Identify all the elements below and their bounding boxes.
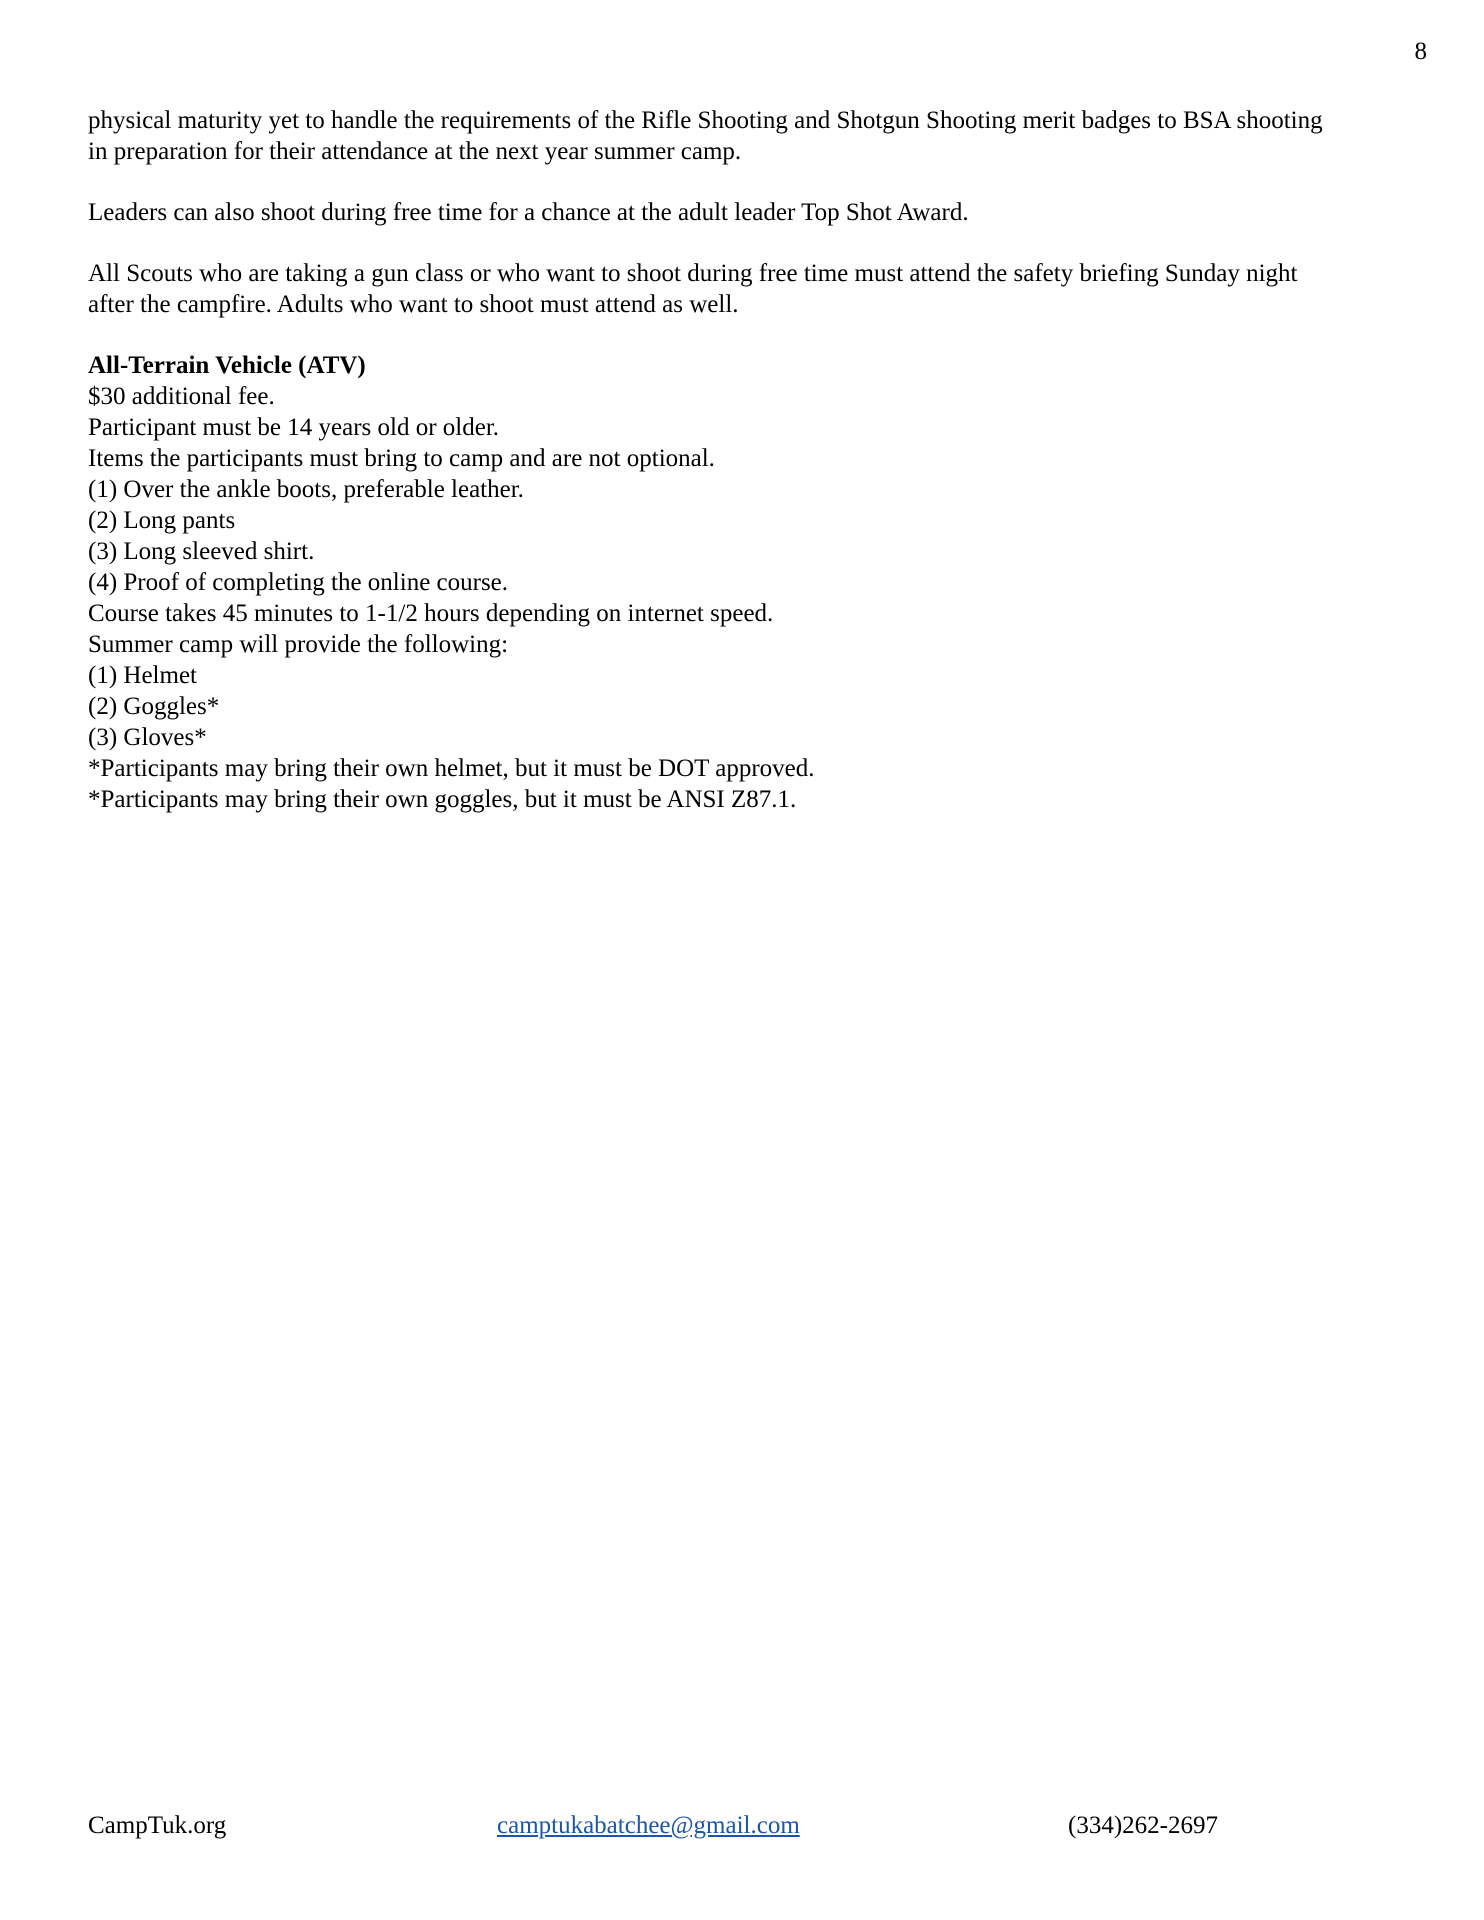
paragraph-leaders-top-shot: Leaders can also shoot during free time for a chance at the adult leader Top Shot Award. — [88, 199, 969, 226]
footer-email-link[interactable]: camptukabatchee@gmail.com — [497, 1812, 800, 1839]
atv-heading: All-Terrain Vehicle (ATV) — [88, 352, 366, 379]
atv-section — [88, 350, 1428, 815]
paragraph-shooting-maturity: physical maturity yet to handle the requirements of the Rifle Shooting and Shotgun Shooting merit badges to BSA shooting in preparation for their attendance at the next year summer camp. — [88, 107, 1323, 165]
footer-website: CampTuk.org — [88, 1812, 227, 1839]
atv-line: Course takes 45 minutes to 1-1/2 hours depending on internet speed. — [88, 600, 774, 627]
atv-line: (4) Proof of completing the online course. — [88, 569, 509, 596]
atv-line: (2) Long pants — [88, 507, 236, 534]
atv-line: (1) Helmet — [88, 662, 197, 689]
footer-phone: (334)262-2697 — [1068, 1812, 1218, 1839]
page-number: 8 — [1414, 38, 1427, 65]
document-body — [88, 105, 1428, 815]
atv-line: Participant must be 14 years old or older. — [88, 414, 500, 441]
atv-line: Items the participants must bring to camp and are not optional. — [88, 445, 715, 472]
atv-line: (3) Gloves* — [88, 724, 207, 751]
atv-line: $30 additional fee. — [88, 383, 275, 410]
paragraph-safety-briefing: All Scouts who are taking a gun class or who want to shoot during free time must attend the safety briefing Sunday night after the campfire. Adults who want to shoot must attend as well. — [88, 260, 1298, 318]
atv-line: (3) Long sleeved shirt. — [88, 538, 315, 565]
atv-line: Summer camp will provide the following: — [88, 631, 509, 658]
atv-line: (1) Over the ankle boots, preferable leather. — [88, 476, 524, 503]
page-footer — [0, 1810, 1484, 1841]
atv-line: (2) Goggles* — [88, 693, 220, 720]
atv-line: *Participants may bring their own goggles, but it must be ANSI Z87.1. — [88, 786, 797, 813]
atv-line: *Participants may bring their own helmet, but it must be DOT approved. — [88, 755, 815, 782]
